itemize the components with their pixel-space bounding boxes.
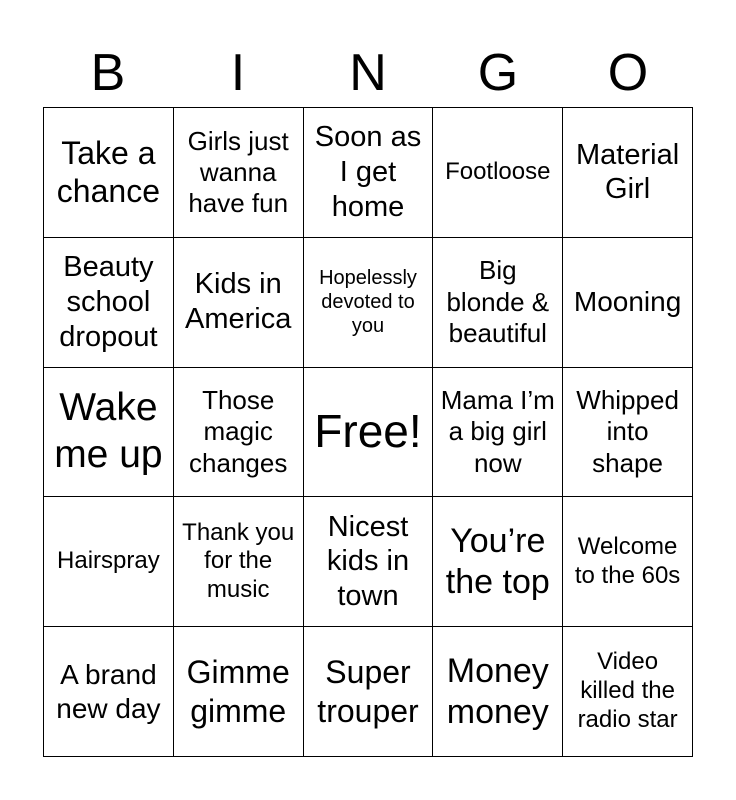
cell-label: Whipped into shape (576, 385, 679, 478)
cell-label: Thank you for the music (182, 518, 295, 604)
cell-label: Mooning (573, 286, 682, 318)
cell-label: Material Girl (576, 138, 680, 206)
cell-label: Wake me up (54, 386, 163, 476)
cell-label: Super trouper (317, 654, 419, 729)
cell-label: Gimme gimme (186, 654, 290, 729)
bingo-cell[interactable] (44, 497, 174, 627)
bingo-cell[interactable] (44, 368, 174, 498)
bingo-cell[interactable] (174, 108, 304, 238)
cell-label: Mama I’m a big girl now (440, 385, 555, 478)
bingo-cell[interactable] (433, 627, 563, 757)
cell-label: Soon as I get home (314, 121, 422, 223)
cell-label: Girls just wanna have fun (187, 125, 289, 218)
bingo-cell[interactable] (174, 238, 304, 368)
header-letter-g: G (477, 44, 519, 102)
cell-label: Footloose (445, 158, 551, 185)
bingo-cell[interactable] (174, 627, 304, 757)
bingo-cell[interactable] (304, 238, 434, 368)
bingo-cell[interactable] (174, 497, 304, 627)
cell-label: Kids in America (185, 268, 292, 336)
cell-label: Those magic changes (189, 385, 288, 478)
free-space-label: Free! (314, 405, 422, 458)
bingo-cell[interactable] (433, 497, 563, 627)
bingo-cell[interactable] (44, 627, 174, 757)
bingo-cell[interactable] (563, 238, 693, 368)
bingo-cell[interactable] (433, 108, 563, 238)
cell-label: You’re the top (445, 521, 550, 601)
bingo-cell[interactable] (174, 368, 304, 498)
free-space-cell[interactable] (304, 368, 434, 498)
bingo-cell[interactable] (304, 627, 434, 757)
bingo-cell[interactable] (304, 497, 434, 627)
cell-label: Money money (446, 651, 549, 731)
cell-label: Nicest kids in town (326, 510, 410, 613)
bingo-cell[interactable] (44, 238, 174, 368)
bingo-board (43, 107, 693, 757)
bingo-cell[interactable] (563, 368, 693, 498)
cell-label: Video killed the radio star (577, 648, 678, 733)
bingo-cell[interactable] (304, 108, 434, 238)
header-letter-o: O (607, 44, 649, 102)
bingo-cell[interactable] (433, 368, 563, 498)
cell-label: Take a chance (56, 135, 160, 210)
cell-label: Beauty school dropout (59, 251, 158, 353)
bingo-cell[interactable] (563, 497, 693, 627)
cell-label: Hopelessly devoted to you (319, 267, 417, 338)
bingo-cell[interactable] (563, 108, 693, 238)
bingo-cell[interactable] (433, 238, 563, 368)
cell-label: Big blonde & beautiful (446, 255, 550, 348)
bingo-header (43, 38, 693, 108)
header-letter-b: B (90, 44, 126, 102)
cell-label: Hairspray (57, 547, 160, 575)
bingo-cell[interactable] (563, 627, 693, 757)
cell-label: Welcome to the 60s (574, 532, 681, 589)
bingo-cell[interactable] (44, 108, 174, 238)
cell-label: A brand new day (56, 659, 161, 724)
header-letter-n: N (349, 44, 387, 102)
header-letter-i: I (230, 44, 246, 102)
